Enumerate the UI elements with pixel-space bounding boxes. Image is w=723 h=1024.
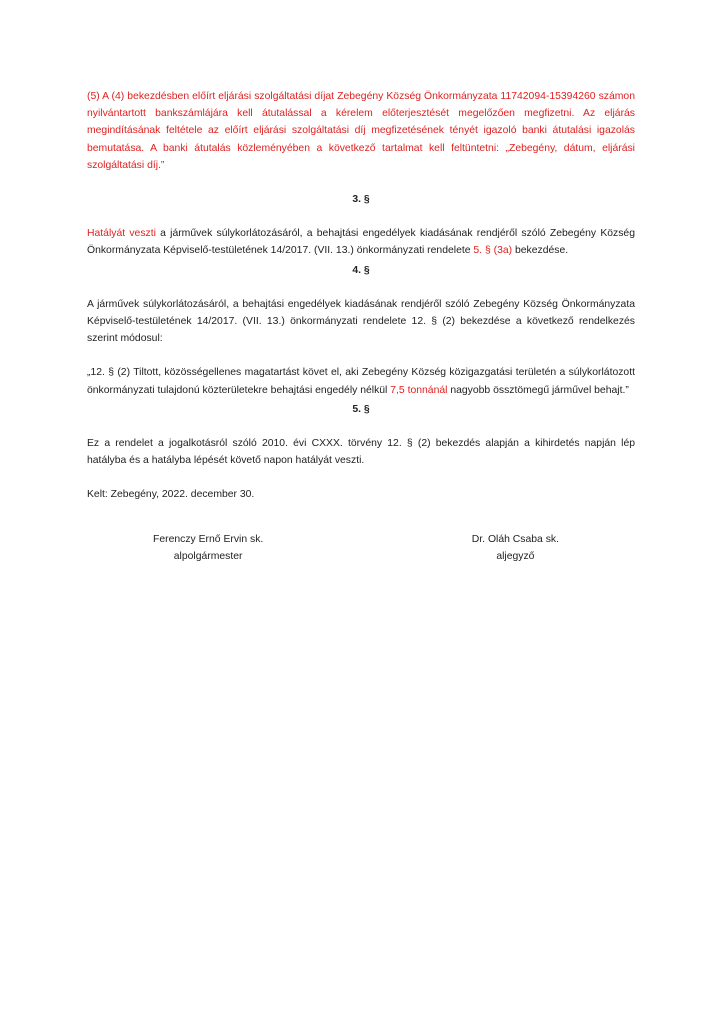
section-5-heading: 5. § xyxy=(352,403,370,415)
section-3-text xyxy=(87,225,635,259)
repealed-reference: 5. § (3a) xyxy=(473,245,513,257)
signer-name-left: Ferenczy Ernő Ervin sk. xyxy=(153,533,264,545)
quote-body-b: nagyobb össztömegű járművel behajt.” xyxy=(447,384,629,396)
section-4-quote xyxy=(87,364,635,398)
quote-body-a: „12. § (2) Tiltott, közösségellenes magatartást követ el, aki Zebegény Község közigazgatási területén a súlykorlátozott önkormányzati tulajdonú közterületekre behajtási engedély nélkül xyxy=(87,367,635,396)
section-4-intro: A járművek súlykorlátozásáról, a behajtási engedélyek kiadásának rendjéről szóló Zebegény Község Önkormányzata Képviselő-testületének 14/2017. (VII. 13.) önkormányzati rendelete 12. § (2) bekezdése a következő rendelkezés szerint módosul: xyxy=(87,298,635,345)
section-4-heading: 4. § xyxy=(352,264,370,276)
signer-title-right: aljegyző xyxy=(496,550,535,562)
section-3-body-a: a járművek súlykorlátozásáról, a behajtási engedélyek kiadásának rendjéről szóló Zebegény Község Önkormányzata Képviselő-testületének 14/2017. (VII. 13.) önkormányzati rendelete xyxy=(87,228,635,257)
section-3-body-b: bekezdése. xyxy=(512,245,569,257)
section-3-heading: 3. § xyxy=(352,194,370,206)
signature-right xyxy=(472,531,559,565)
signer-name-right: Dr. Oláh Csaba sk. xyxy=(471,533,559,545)
weight-limit: 7,5 tonnánál xyxy=(390,384,448,396)
date-line: Kelt: Zebegény, 2022. december 30. xyxy=(87,489,255,501)
signer-title-left: alpolgármester xyxy=(173,550,243,562)
document-page xyxy=(87,88,635,565)
signature-block xyxy=(87,531,635,565)
repeal-phrase: Hatályát veszti xyxy=(87,228,156,240)
signature-left xyxy=(153,531,263,565)
section-5-text: Ez a rendelet a jogalkotásról szóló 2010. évi CXXX. törvény 12. § (2) bekezdés alapján a kihirdetés napján lép hatályba és a hatályba lépését követő napon hatályát veszti. xyxy=(87,438,635,467)
paragraph-5: (5) A (4) bekezdésben előírt eljárási szolgáltatási díjat Zebegény Község Önkormányzata 11742094-15394260 számon nyilvántartott bankszámlájára kell átutalással a kérelem előterjesztését megelőzően megfizetni. Az eljárás megindításának feltétele az előírt eljárási szolgáltatási díj megfizetésének tényét igazoló banki átutalási igazolás bemutatása. A banki átutalás közleményében a következő tartalmat kell feltüntetni: „Zebegény, dátum, eljárási szolgáltatási díj.” xyxy=(87,91,635,171)
